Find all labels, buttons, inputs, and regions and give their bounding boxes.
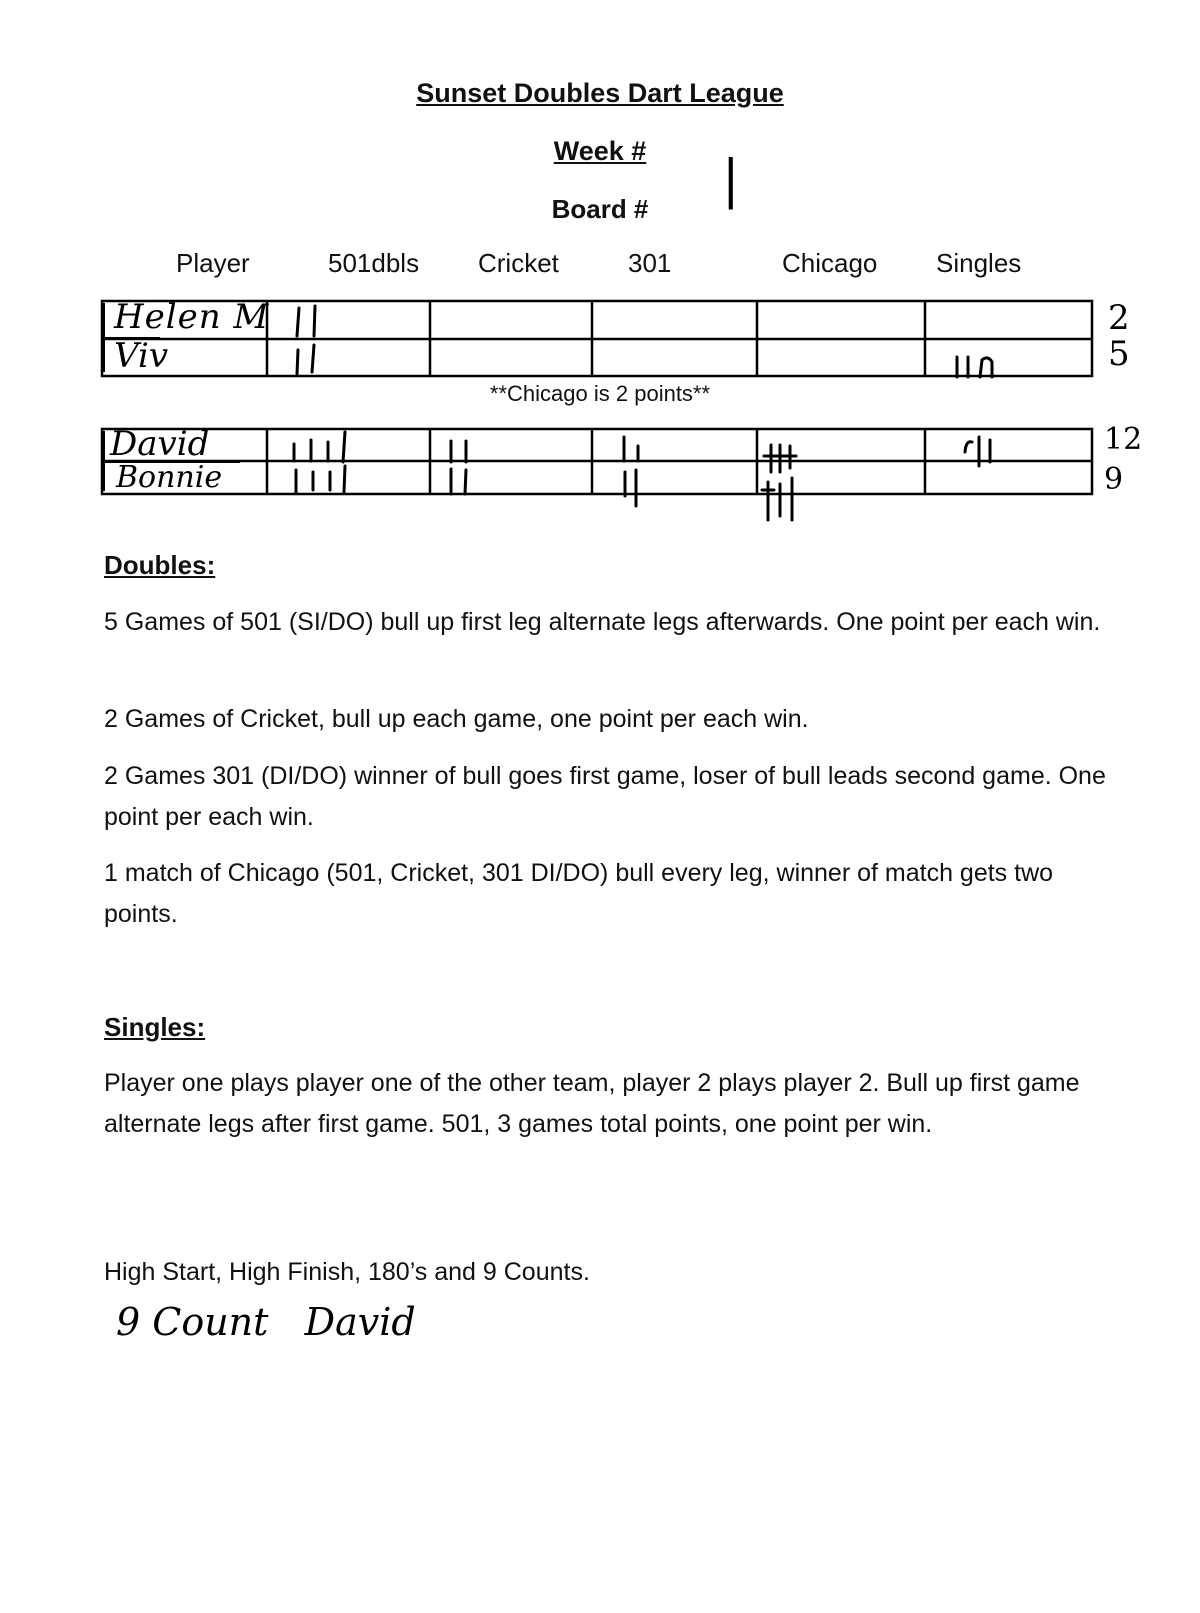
chicago-note: **Chicago is 2 points** [489,381,711,406]
handwritten-9-count-note: 9 Count David [116,1300,416,1344]
player-name-team1-1: Helen M [114,297,270,337]
board-number-handwritten: | [722,150,740,210]
player-name-team1-2: Viv [114,336,169,376]
singles-heading: Singles: [104,1012,206,1042]
team2-total-2: 9 [1104,462,1124,497]
col-header-301: 301 [628,248,672,278]
league-title: Sunset Doubles Dart League [416,78,784,108]
team2-total-1: 12 [1104,422,1143,457]
doubles-heading: Doubles: [104,550,216,580]
week-label: Week # [553,136,647,166]
board-label: Board # [551,194,649,224]
doubles-rule-chicago: 1 match of Chicago (501, Cricket, 301 DI/DO) bull every leg, winner of match gets two points. [104,859,1054,928]
team1-total-2: 5 [1108,334,1130,374]
high-start-line: High Start, High Finish, 180’s and 9 Counts. [104,1258,590,1286]
player-name-team2-2: Bonnie [116,460,223,495]
singles-rule: Player one plays player one of the other team, player 2 plays player 2. Bull up first game alternate legs after first game. 501, 3 games total points, one point per win. [104,1069,1080,1138]
col-header-chicago: Chicago [782,248,878,278]
doubles-rule-cricket: 2 Games of Cricket, bull up each game, one point per each win. [104,705,809,733]
col-header-cricket: Cricket [478,248,559,278]
doubles-rule-301: 2 Games 301 (DI/DO) winner of bull goes first game, loser of bull leads second game. One point per each win. [104,762,1106,831]
team1-total-1: 2 [1108,298,1130,338]
col-header-singles: Singles [936,248,1022,278]
col-header-player: Player [176,248,250,278]
col-header-501dbls: 501dbls [328,248,420,278]
player-name-team2-1: David [110,424,210,464]
doubles-rule-501: 5 Games of 501 (SI/DO) bull up first leg alternate legs afterwards. One point per each win. [104,608,1101,636]
